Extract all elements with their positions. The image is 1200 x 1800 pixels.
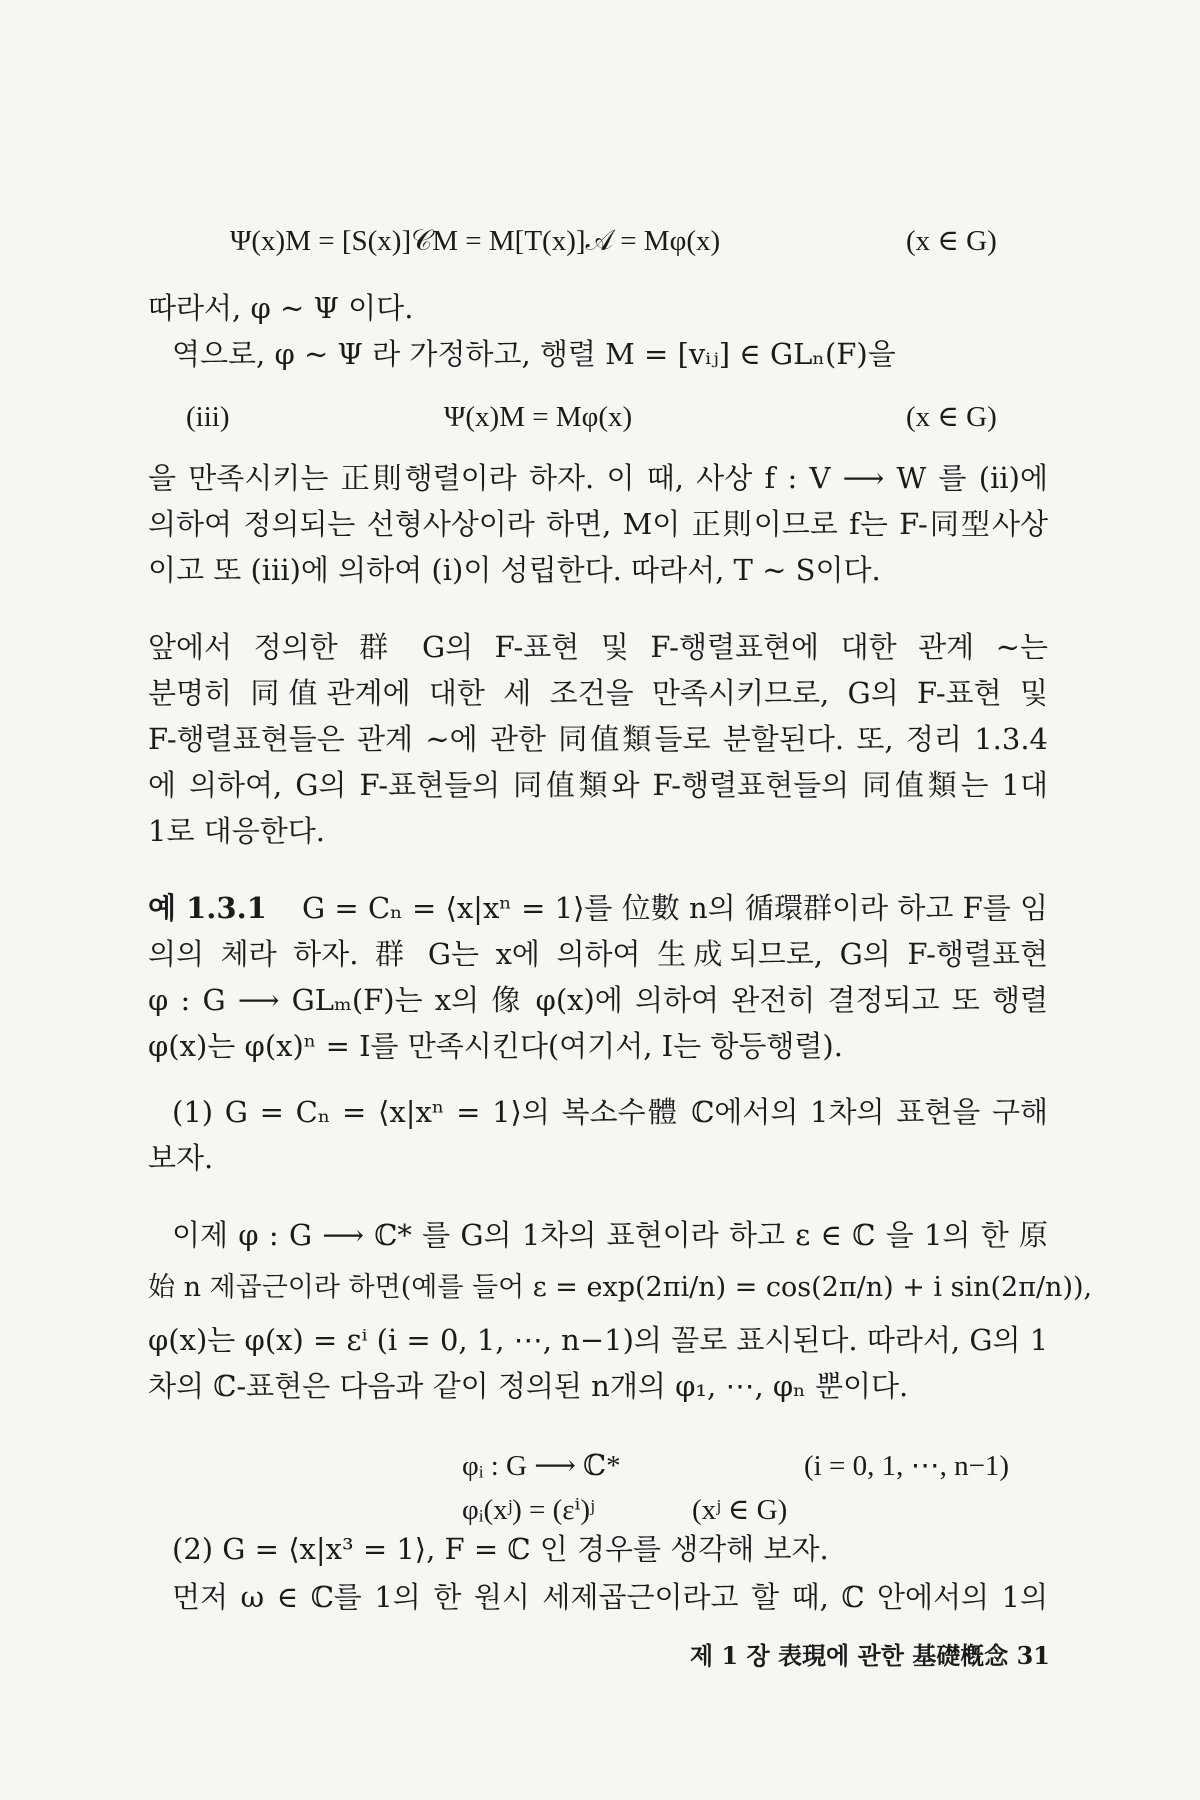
text-line-9: 에 의하여, G의 F-표현들의 同值類와 F-행렬표현들의 同值類는 1대: [148, 768, 1048, 802]
text-line-19: φ(x)는 φ(x) = εⁱ (i = 0, 1, ⋯, n−1)의 꼴로 표시된다. 따라서, G의 1: [148, 1323, 1049, 1357]
text-line-13: φ : G ⟶ GLₘ(F)는 x의 像 φ(x)에 의하여 완전히 결정되고 또 행렬: [148, 983, 1048, 1017]
text-line-20: 차의 ℂ-표현은 다음과 같이 정의된 n개의 φ₁, ⋯, φₙ 뿐이다.: [148, 1369, 909, 1403]
text-line-3: 을 만족시키는 正則행렬이라 하자. 이 때, 사상 f : V ⟶ W 를 (ii)에: [148, 461, 1048, 495]
text-line-14: φ(x)는 φ(x)ⁿ = I를 만족시킨다(여기서, I는 항등행렬).: [148, 1029, 843, 1063]
equation-phi-map-condition: (i = 0, 1, ⋯, n−1): [804, 1450, 1010, 1482]
text-line-5: 이고 또 (iii)에 의하여 (i)이 성립한다. 따라서, T ∼ S이다.: [148, 553, 881, 587]
equation-top: Ψ(x)M = [S(x)]𝒞M = M[T(x)]𝒜 = Mφ(x): [230, 225, 721, 257]
equation-phi-value: φᵢ(xʲ) = (εⁱ)ʲ: [462, 1494, 595, 1526]
text-line-22: 먼저 ω ∈ ℂ를 1의 한 원시 세제곱근이라고 할 때, ℂ 안에서의 1의: [172, 1580, 1048, 1614]
equation-phi-map: φᵢ : G ⟶ ℂ*: [462, 1450, 621, 1482]
equation-top-condition: (x ∈ G): [906, 225, 997, 257]
equation-iii-condition: (x ∈ G): [906, 401, 997, 433]
equation-iii-label: (iii): [186, 401, 230, 433]
text-line-6: 앞에서 정의한 群 G의 F-표현 및 F-행렬표현에 대한 관계 ∼는: [148, 630, 1048, 664]
text-line-10: 1로 대응한다.: [148, 814, 325, 848]
equation-phi-value-condition: (xʲ ∈ G): [692, 1494, 788, 1526]
text-line-2: 역으로, φ ∼ Ψ 라 가정하고, 행렬 M = [vᵢⱼ] ∈ GLₙ(F)을: [172, 337, 896, 371]
text-line-4: 의하여 정의되는 선형사상이라 하면, M이 正則이므로 f는 F-同型사상: [148, 507, 1048, 541]
text-line-18: 始 n 제곱근이라 하면(예를 들어 ε = exp(2πi/n) = cos(2π/n) + i sin(2π/n)),: [148, 1272, 1093, 1303]
text-line-8: F-행렬표현들은 관계 ∼에 관한 同值類들로 분할된다. 또, 정리 1.3.4: [148, 722, 1048, 756]
text-line-11: G = Cₙ = ⟨x|xⁿ = 1⟩를 位數 n의 循環群이라 하고 F를 임: [302, 891, 1048, 925]
text-line-21: (2) G = ⟨x|x³ = 1⟩, F = ℂ 인 경우를 생각해 보자.: [172, 1532, 829, 1566]
text-line-12: 의의 체라 하자. 群 G는 x에 의하여 生成되므로, G의 F-행렬표현: [148, 937, 1048, 971]
example-label: 예 1.3.1: [148, 891, 267, 925]
text-line-1: 따라서, φ ∼ Ψ 이다.: [148, 291, 414, 325]
equation-iii: Ψ(x)M = Mφ(x): [444, 401, 633, 433]
page-footer: 제 1 장 表現에 관한 基礎槪念 31: [689, 1641, 1050, 1670]
text-line-17: 이제 φ : G ⟶ ℂ* 를 G의 1차의 표현이라 하고 ε ∈ ℂ 을 1의 한 原: [172, 1218, 1048, 1252]
text-line-15: (1) G = Cₙ = ⟨x|xⁿ = 1⟩의 복소수體 ℂ에서의 1차의 표현을 구해: [172, 1095, 1048, 1129]
text-line-7: 분명히 同值관계에 대한 세 조건을 만족시키므로, G의 F-표현 및: [148, 676, 1048, 710]
text-line-16: 보자.: [148, 1141, 214, 1175]
